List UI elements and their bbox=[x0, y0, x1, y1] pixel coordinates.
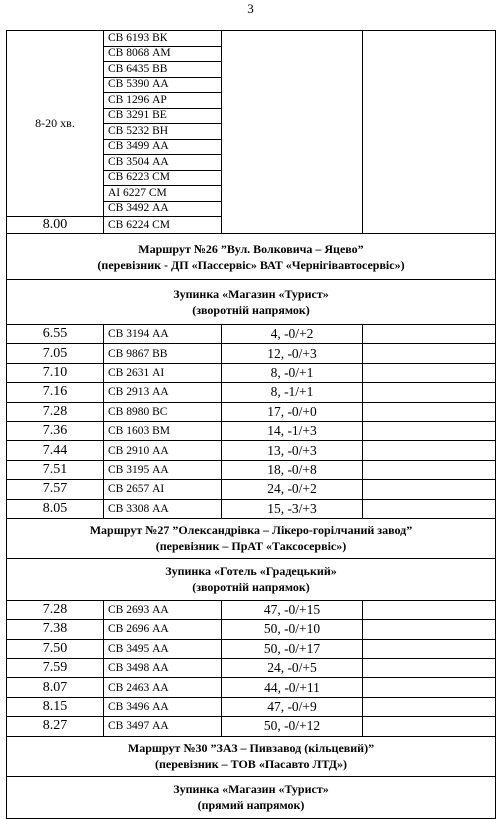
empty-cell bbox=[363, 717, 496, 736]
departure-time-cell: 7.57 bbox=[7, 480, 104, 499]
empty-cell bbox=[363, 31, 496, 234]
interval-time-cell: 8-20 хв. bbox=[7, 31, 104, 217]
table-row bbox=[7, 383, 496, 402]
passenger-count-cell: 17, -0/+0 bbox=[222, 402, 363, 421]
plate-cell: СВ 9867 ВВ bbox=[104, 344, 222, 363]
empty-cell bbox=[363, 402, 496, 421]
departure-time-cell: 8.27 bbox=[7, 717, 104, 736]
plate-cell: СВ 2696 АА bbox=[104, 620, 222, 639]
stop-name: Зупинка «Готель «Градецький» bbox=[165, 564, 337, 579]
departure-time-cell: 8.00 bbox=[7, 217, 104, 234]
table-row bbox=[7, 441, 496, 460]
table-row bbox=[7, 499, 496, 518]
passenger-count-cell: 12, -0/+3 bbox=[222, 344, 363, 363]
plate-cell: СВ 6193 ВК bbox=[104, 31, 222, 47]
departure-time-cell: 7.38 bbox=[7, 620, 104, 639]
route-header-row bbox=[7, 736, 496, 776]
departure-time-cell: 7.28 bbox=[7, 402, 104, 421]
empty-cell bbox=[363, 421, 496, 440]
departure-time-cell: 8.05 bbox=[7, 499, 104, 518]
plate-cell: СВ 1296 АР bbox=[104, 93, 222, 109]
plate-cell: СВ 5232 ВН bbox=[104, 124, 222, 140]
plate-cell: СВ 6224 СМ bbox=[104, 217, 222, 234]
empty-cell bbox=[363, 499, 496, 518]
stop-header-row bbox=[7, 558, 496, 600]
passenger-count-cell: 50, -0/+10 bbox=[222, 620, 363, 639]
departure-time-cell: 7.28 bbox=[7, 600, 104, 619]
passenger-count-cell: 50, -0/+12 bbox=[222, 717, 363, 736]
route-27-stop-header bbox=[7, 558, 496, 600]
route-26-stop-header bbox=[7, 280, 496, 325]
plate-cell: СВ 2693 АА bbox=[104, 600, 222, 619]
departure-time-cell: 7.51 bbox=[7, 460, 104, 479]
plate-cell: СВ 3496 АА bbox=[104, 697, 222, 716]
table-row bbox=[7, 697, 496, 716]
table-row bbox=[7, 363, 496, 382]
route-header-row bbox=[7, 518, 496, 558]
empty-cell bbox=[363, 659, 496, 678]
passenger-count-cell: 24, -0/+2 bbox=[222, 480, 363, 499]
passenger-count-cell: 47, -0/+9 bbox=[222, 697, 363, 716]
route-27-header bbox=[7, 518, 496, 558]
empty-cell bbox=[363, 600, 496, 619]
plate-cell: СВ 3498 АА bbox=[104, 659, 222, 678]
plate-cell: СВ 5390 АА bbox=[104, 77, 222, 93]
plate-cell: СВ 3308 АА bbox=[104, 499, 222, 518]
passenger-count-cell: 44, -0/+11 bbox=[222, 678, 363, 697]
page-number: 3 bbox=[247, 1, 254, 16]
table-row bbox=[7, 31, 496, 47]
stop-direction: (зворотній напрямок) bbox=[192, 303, 310, 317]
empty-cell bbox=[363, 639, 496, 658]
table-row bbox=[7, 620, 496, 639]
departure-time-cell: 8.15 bbox=[7, 697, 104, 716]
plate-cell: СВ 6223 СМ bbox=[104, 170, 222, 186]
route-30-header bbox=[7, 736, 496, 776]
plate-cell: СВ 6435 ВВ bbox=[104, 62, 222, 78]
stop-header-row bbox=[7, 776, 496, 818]
plate-cell: АІ 6227 СМ bbox=[104, 186, 222, 202]
plate-cell: СВ 2657 АІ bbox=[104, 480, 222, 499]
route-title: Маршрут №30 ”ЗАЗ – Пивзавод (кільцевий)” bbox=[127, 741, 375, 756]
empty-cell bbox=[363, 678, 496, 697]
stop-direction: (прямий напрямок) bbox=[197, 798, 305, 813]
passenger-count-cell: 24, -0/+5 bbox=[222, 659, 363, 678]
table-row bbox=[7, 480, 496, 499]
departure-time-cell: 7.44 bbox=[7, 441, 104, 460]
departure-time-cell: 7.59 bbox=[7, 659, 104, 678]
empty-cell bbox=[363, 480, 496, 499]
departure-time-cell: 7.16 bbox=[7, 383, 104, 402]
passenger-count-cell: 8, -1/+1 bbox=[222, 383, 363, 402]
passenger-count-cell: 4, -0/+2 bbox=[222, 325, 363, 344]
passenger-count-cell: 8, -0/+1 bbox=[222, 363, 363, 382]
plate-cell: СВ 3195 АА bbox=[104, 460, 222, 479]
departure-time-cell: 8.07 bbox=[7, 678, 104, 697]
stop-header-row bbox=[7, 280, 496, 325]
plate-cell: СВ 3492 АА bbox=[104, 201, 222, 217]
departure-time-cell: 7.05 bbox=[7, 344, 104, 363]
route-carrier: (перевізник - ДП «Пассервіс» ВАТ «Чернігівавтосервіс») bbox=[97, 257, 405, 272]
empty-cell bbox=[363, 363, 496, 382]
route-carrier: (перевізник – ПрАТ «Таксосервіс») bbox=[155, 539, 347, 554]
passenger-count-cell: 13, -0/+3 bbox=[222, 441, 363, 460]
departure-time-cell: 7.36 bbox=[7, 421, 104, 440]
table-row bbox=[7, 421, 496, 440]
plate-cell: СВ 8068 АМ bbox=[104, 46, 222, 62]
table-row bbox=[7, 402, 496, 421]
passenger-count-cell: 15, -3/+3 bbox=[222, 499, 363, 518]
empty-cell bbox=[363, 441, 496, 460]
plate-cell: СВ 3499 АА bbox=[104, 139, 222, 155]
plate-cell: СВ 2913 АА bbox=[104, 383, 222, 402]
departure-time-cell: 6.55 bbox=[7, 325, 104, 344]
table-row bbox=[7, 325, 496, 344]
passenger-count-cell: 14, -1/+3 bbox=[222, 421, 363, 440]
departure-time-cell: 7.50 bbox=[7, 639, 104, 658]
table-row bbox=[7, 639, 496, 658]
table-row bbox=[7, 344, 496, 363]
route-title: Маршрут №26 ”Вул. Волковича – Яцево” bbox=[138, 241, 364, 256]
route-title: Маршрут №27 ”Олександрівка – Лікеро-горілчаний завод” bbox=[89, 523, 413, 538]
passenger-count-cell: 47, -0/+15 bbox=[222, 600, 363, 619]
plate-cell: СВ 1603 ВМ bbox=[104, 421, 222, 440]
stop-name: Зупинка «Магазин «Турист» bbox=[173, 287, 329, 301]
route-26-header bbox=[7, 234, 496, 280]
plate-cell: СВ 3497 АА bbox=[104, 717, 222, 736]
empty-cell bbox=[363, 344, 496, 363]
departure-time-cell: 7.10 bbox=[7, 363, 104, 382]
empty-cell bbox=[363, 325, 496, 344]
empty-cell bbox=[222, 31, 363, 234]
stop-name: Зупинка «Магазин «Турист» bbox=[173, 782, 329, 797]
empty-cell bbox=[363, 697, 496, 716]
table-row bbox=[7, 460, 496, 479]
table-row bbox=[7, 678, 496, 697]
passenger-count-cell: 18, -0/+8 bbox=[222, 460, 363, 479]
route-30-stop-header bbox=[7, 776, 496, 818]
plate-cell: СВ 8980 ВС bbox=[104, 402, 222, 421]
table-row bbox=[7, 659, 496, 678]
passenger-count-cell: 50, -0/+17 bbox=[222, 639, 363, 658]
stop-direction: (зворотній напрямок) bbox=[192, 580, 310, 595]
plate-cell: СВ 3194 АА bbox=[104, 325, 222, 344]
schedule-table bbox=[6, 30, 496, 819]
route-carrier: (перевізник – ТОВ «Пасавто ЛТД») bbox=[155, 757, 347, 772]
plate-cell: СВ 2910 АА bbox=[104, 441, 222, 460]
empty-cell bbox=[363, 460, 496, 479]
empty-cell bbox=[363, 620, 496, 639]
plate-cell: СВ 3291 ВЕ bbox=[104, 108, 222, 124]
plate-cell: СВ 2631 АІ bbox=[104, 363, 222, 382]
table-row bbox=[7, 600, 496, 619]
plate-cell: СВ 3504 АА bbox=[104, 155, 222, 171]
route-header-row bbox=[7, 234, 496, 280]
empty-cell bbox=[363, 383, 496, 402]
plate-cell: СВ 3495 АА bbox=[104, 639, 222, 658]
plate-cell: СВ 2463 АА bbox=[104, 678, 222, 697]
table-row bbox=[7, 717, 496, 736]
